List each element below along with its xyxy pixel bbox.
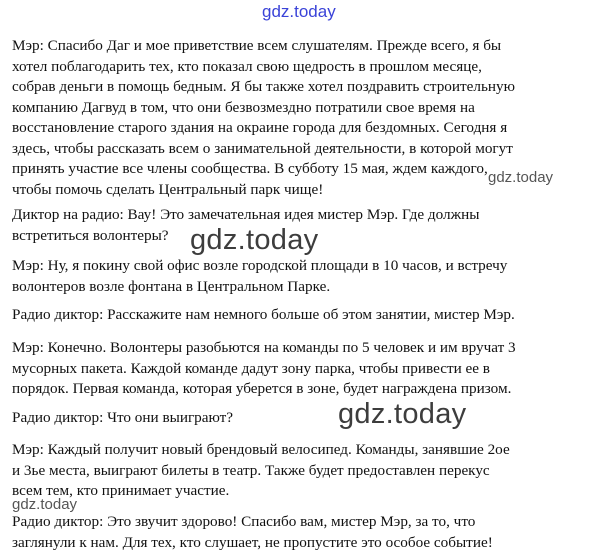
- paragraph-mayor-intro: [12, 36, 602, 200]
- watermark-large-2: gdz.today: [338, 398, 467, 430]
- text-line: мусорных пакета. Каждой команде дадут зону парка, чтобы привести ее в: [12, 359, 490, 377]
- paragraph-mayor-answer-3: [12, 440, 602, 502]
- paragraph-radio-question-2: [12, 305, 602, 326]
- paragraph-radio-closing: [12, 512, 602, 553]
- text-line: волонтеров возле фонтана в Центральном Парке.: [12, 277, 331, 295]
- paragraph-radio-question-3: [12, 408, 602, 429]
- watermark-top: gdz.today: [262, 2, 336, 21]
- text-line: восстановление старого здания на окраине города для бездомных. Сегодня я: [12, 119, 508, 136]
- text-line: Мэр: Ну, я покину свой офис возле городской площади в 10 часов, и встречу: [12, 257, 508, 274]
- text-line: Радио диктор: Расскажите нам немного больше об этом занятии, мистер Мэр.: [12, 306, 515, 323]
- text-line: чтобы помочь сделать Центральный парк чище!: [12, 180, 324, 198]
- text-line: компанию Дагвуд в том, что они безвозмездно потратили свое время на: [12, 98, 475, 116]
- text-line: порядок. Первая команда, которая уберется в зоне, будет награждена призом.: [12, 380, 512, 397]
- text-line: принять участие все члены сообщества. В субботу 15 мая, ждем каждого,: [12, 160, 488, 177]
- text-line: Диктор на радио: Вау! Это замечательная идея мистер Мэр. Где должны: [12, 206, 480, 223]
- text-line: Мэр: Конечно. Волонтеры разобьются на команды по 5 человек и им вручат 3: [12, 339, 516, 356]
- text-line: Мэр: Спасибо Даг и мое приветствие всем слушателям. Прежде всего, я бы: [12, 37, 502, 54]
- text-line: хотел поблагодарить тех, кто показал свою щедрость в прошлом месяце,: [12, 57, 482, 75]
- text-line: здесь, чтобы рассказать всем о занимательной деятельности, в которой могут: [12, 139, 513, 157]
- text-line: встретиться волонтеры?: [12, 226, 169, 244]
- text-line: всем тем, кто принимает участие.: [12, 482, 230, 499]
- text-line: и 3ье места, выиграют билеты в театр. Также будет предоставлен перекус: [12, 461, 490, 479]
- watermark-large-1: gdz.today: [190, 224, 319, 256]
- text-line: Радио диктор: Что они выиграют?: [12, 409, 234, 426]
- text-line: собрав деньги в помощь бедным. Я бы также хотел поздравить строительную: [12, 78, 515, 95]
- paragraph-mayor-answer-2: [12, 338, 602, 400]
- watermark-mid-right: gdz.today: [488, 169, 554, 186]
- paragraph-mayor-answer-1: [12, 256, 602, 297]
- text-line: Мэр: Каждый получит новый брендовый велосипед. Команды, занявшие 2ое: [12, 441, 510, 458]
- paragraph-radio-question-1: [12, 205, 602, 246]
- text-line: заглянули к нам. Для тех, кто слушает, не пропустите это особое событие!: [12, 533, 493, 551]
- text-line: Радио диктор: Это звучит здорово! Спасибо вам, мистер Мэр, за то, что: [12, 513, 476, 530]
- watermark-bottom-left: gdz.today: [12, 496, 78, 513]
